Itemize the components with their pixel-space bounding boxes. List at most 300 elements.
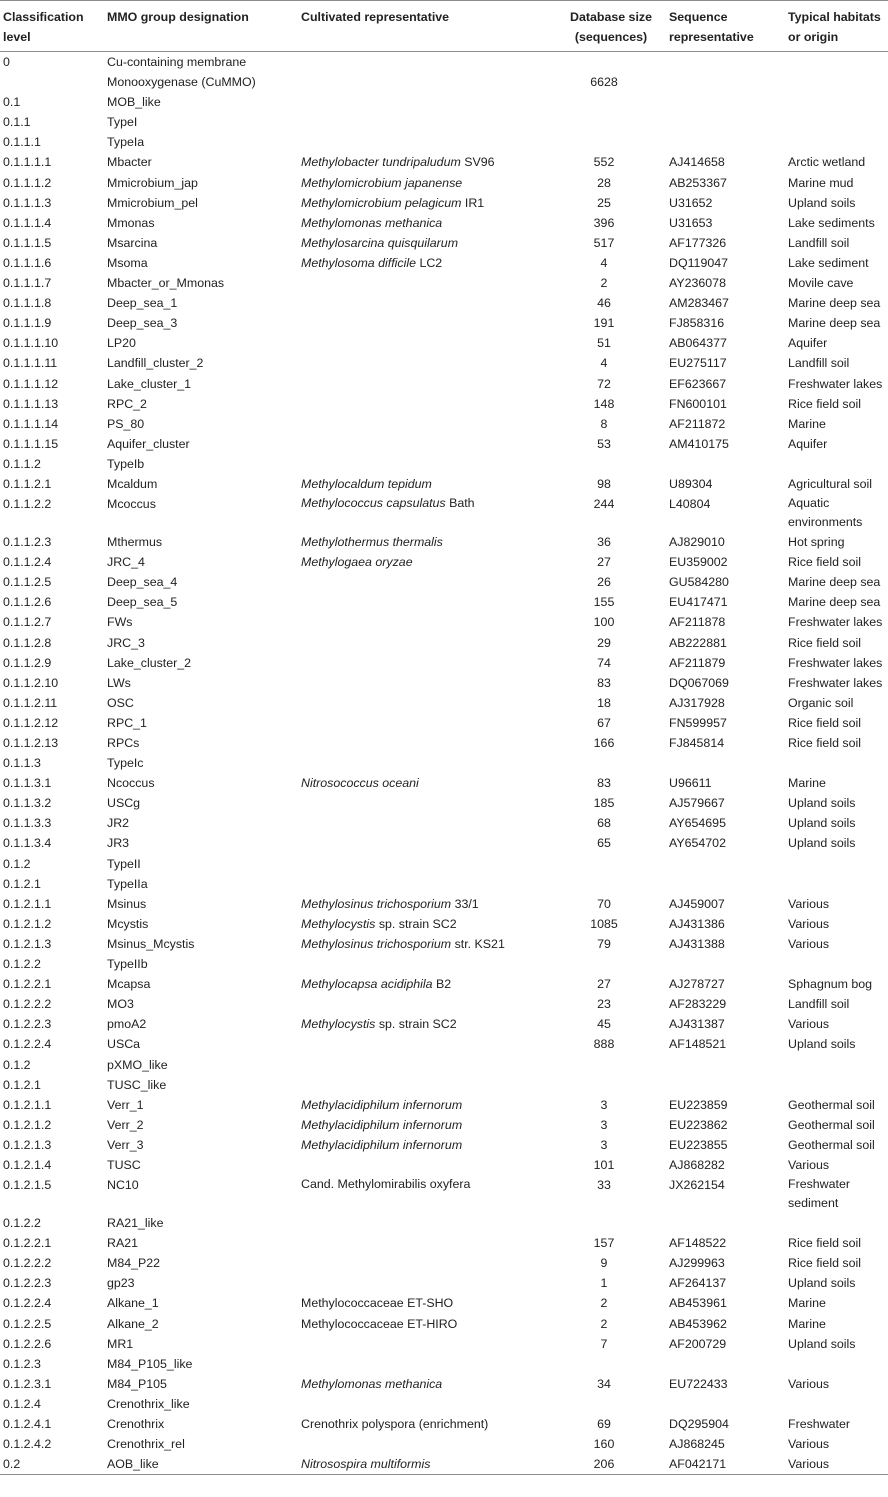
table-row bbox=[0, 914, 888, 934]
sequence-representative-cell bbox=[669, 132, 788, 152]
strain-name: str. KS21 bbox=[451, 936, 505, 951]
sequence-representative-cell: AY654702 bbox=[669, 836, 726, 851]
classification-level-cell: 0.1.1.1.11 bbox=[3, 356, 58, 371]
mmo-group-cell: RPC_2 bbox=[107, 396, 147, 411]
cultivated-representative-cell bbox=[301, 1273, 553, 1293]
classification-level-cell: 0.1.1.1.10 bbox=[3, 336, 59, 351]
sequence-representative-cell bbox=[669, 1354, 788, 1374]
classification-level-cell: 0.1.1.2.4 bbox=[3, 555, 52, 570]
mmo-group-cell: gp23 bbox=[107, 1276, 135, 1291]
habitat-cell: Organic soil bbox=[788, 695, 854, 710]
table-row bbox=[0, 1454, 888, 1475]
mmo-group-cell: TypeII bbox=[107, 856, 141, 871]
species-name: Methylosoma difficile bbox=[301, 255, 417, 270]
species-name: Methylocystis bbox=[301, 1017, 376, 1032]
classification-level-cell: 0.1.1.2.7 bbox=[3, 615, 52, 630]
mmo-group-cell: JRC_3 bbox=[107, 635, 145, 650]
table-row bbox=[0, 72, 888, 92]
habitat-cell bbox=[788, 1055, 888, 1075]
mmo-group-cell: MR1 bbox=[107, 1336, 134, 1351]
table-row bbox=[0, 612, 888, 632]
sequence-representative-cell: AJ829010 bbox=[669, 535, 725, 550]
sequence-representative-cell: EU275117 bbox=[669, 356, 727, 371]
database-size-cell: 70 bbox=[597, 896, 611, 911]
mmo-group-cell: Crenothrix_rel bbox=[107, 1437, 185, 1452]
cultivated-representative-cell bbox=[301, 293, 553, 313]
habitat-cell bbox=[788, 1394, 888, 1414]
table-row bbox=[0, 213, 888, 233]
habitat-cell: Geothermal soil bbox=[788, 1117, 875, 1132]
classification-level-cell: 0.1.1.2.13 bbox=[3, 736, 59, 750]
cultivated-representative-cell bbox=[301, 1014, 553, 1034]
cultivated-representative-cell bbox=[301, 793, 553, 813]
cultivated-representative-cell bbox=[301, 193, 553, 213]
cultivated-representative-cell bbox=[301, 52, 553, 73]
classification-level-cell: 0.1.2.1.1 bbox=[3, 1097, 52, 1112]
habitat-cell: Upland soils bbox=[788, 796, 856, 811]
cultivated-representative-cell bbox=[301, 1155, 553, 1175]
database-size-cell bbox=[553, 112, 669, 132]
database-size-cell: 157 bbox=[593, 1236, 615, 1251]
table-row bbox=[0, 1314, 888, 1334]
mmo-group-cell: PS_80 bbox=[107, 416, 145, 431]
table-row bbox=[0, 854, 888, 874]
habitat-cell: Upland soils bbox=[788, 1037, 856, 1052]
database-size-cell: 68 bbox=[597, 816, 611, 831]
classification-level-cell: 0.1.2.1 bbox=[3, 1077, 41, 1092]
classification-level-cell: 0.1.1.1.8 bbox=[3, 296, 52, 311]
sequence-representative-cell: AJ278727 bbox=[669, 977, 725, 992]
sequence-representative-cell: AJ431387 bbox=[669, 1017, 725, 1032]
cultivated-representative-cell bbox=[301, 1175, 553, 1213]
cultivated-representative-cell bbox=[301, 414, 553, 434]
classification-level-cell: 0.1.2.4 bbox=[3, 1396, 41, 1411]
sequence-representative-cell: AB453961 bbox=[669, 1296, 727, 1311]
cultivated-representative-cell bbox=[301, 1334, 553, 1354]
database-size-cell: 206 bbox=[593, 1457, 615, 1472]
table-row bbox=[0, 394, 888, 414]
database-size-cell: 244 bbox=[593, 497, 615, 512]
sequence-representative-cell: AJ431386 bbox=[669, 916, 725, 931]
table-row bbox=[0, 1273, 888, 1293]
cultivated-representative-cell bbox=[301, 474, 553, 494]
mmo-group-cell: TypeI bbox=[107, 115, 138, 130]
classification-level-cell: 0.1.2.2 bbox=[3, 1216, 41, 1231]
sequence-representative-cell: AY236078 bbox=[669, 276, 726, 291]
database-size-cell: 83 bbox=[597, 776, 611, 791]
database-size-cell: 46 bbox=[597, 296, 611, 311]
table-row bbox=[0, 1034, 888, 1054]
mmo-group-cell: TypeIc bbox=[107, 756, 144, 771]
classification-level-cell: 0.1.2.1.2 bbox=[3, 1117, 52, 1132]
cultivated-representative-cell bbox=[301, 1213, 553, 1233]
table-row bbox=[0, 592, 888, 612]
database-size-cell: 148 bbox=[593, 396, 615, 411]
classification-level-cell: 0.1.1.1.15 bbox=[3, 436, 59, 451]
habitat-cell: Hot spring bbox=[788, 535, 845, 550]
database-size-cell: 26 bbox=[597, 575, 611, 590]
species-name: Methylocapsa acidiphila bbox=[301, 977, 433, 992]
mmo-group-cell: LWs bbox=[107, 675, 131, 690]
mmo-group-cell: TUSC bbox=[107, 1157, 141, 1172]
cultivated-representative-cell bbox=[301, 773, 553, 793]
table-row bbox=[0, 633, 888, 653]
habitat-cell: Upland soils bbox=[788, 816, 856, 831]
species-name: Methylacidiphilum infernorum bbox=[301, 1117, 463, 1132]
sequence-representative-cell: EU223855 bbox=[669, 1137, 728, 1152]
table-row bbox=[0, 974, 888, 994]
habitat-cell bbox=[788, 92, 888, 112]
mmo-group-cell: Msinus_Mcystis bbox=[107, 936, 195, 951]
sequence-representative-cell: U96611 bbox=[669, 776, 712, 791]
habitat-cell bbox=[788, 854, 888, 874]
mmo-group-cell: AOB_like bbox=[107, 1457, 159, 1472]
habitat-cell: Upland soils bbox=[788, 195, 856, 210]
mmo-group-cell: JR3 bbox=[107, 836, 130, 851]
table-row bbox=[0, 1155, 888, 1175]
classification-level-cell: 0.1.1.1.4 bbox=[3, 215, 52, 230]
database-size-cell: 34 bbox=[597, 1376, 611, 1391]
cultivated-representative-cell bbox=[301, 1075, 553, 1095]
habitat-cell: Rice field soil bbox=[788, 396, 861, 411]
habitat-cell: Aquifer bbox=[788, 436, 828, 451]
table-row bbox=[0, 532, 888, 552]
classification-level-cell: 0.1.1.1.2 bbox=[3, 175, 52, 190]
sequence-representative-cell: U31653 bbox=[669, 215, 713, 230]
table-row bbox=[0, 273, 888, 293]
mmo-group-cell: FWs bbox=[107, 615, 133, 630]
database-size-cell: 155 bbox=[593, 595, 615, 610]
sequence-representative-cell: AF211872 bbox=[669, 416, 726, 431]
mmo-group-cell: RA21_like bbox=[107, 1216, 164, 1231]
cultivated-representative-cell bbox=[301, 233, 553, 253]
table-row bbox=[0, 713, 888, 733]
mmo-group-cell: JR2 bbox=[107, 816, 130, 831]
mmo-group-cell: LP20 bbox=[107, 336, 136, 351]
database-size-cell: 191 bbox=[593, 316, 615, 331]
strain-name: B2 bbox=[432, 977, 452, 992]
database-size-cell: 7 bbox=[600, 1336, 608, 1351]
sequence-representative-cell: DQ295904 bbox=[669, 1417, 729, 1431]
habitat-cell: Marine mud bbox=[788, 175, 854, 190]
sequence-representative-cell bbox=[669, 954, 788, 974]
mmo-group-cell: Deep_sea_4 bbox=[107, 575, 178, 590]
mmo-group-cell: Crenothrix bbox=[107, 1417, 165, 1431]
cultivated-representative-cell bbox=[301, 894, 553, 914]
table-row bbox=[0, 1233, 888, 1253]
sequence-representative-cell bbox=[669, 1213, 788, 1233]
header-mmo-group: MMO group designation bbox=[107, 10, 249, 24]
cultivated-representative-cell bbox=[301, 1314, 553, 1334]
mmo-group-cell: TypeIb bbox=[107, 456, 145, 471]
database-size-cell: 185 bbox=[593, 796, 615, 811]
table-row bbox=[0, 753, 888, 773]
database-size-cell: 160 bbox=[593, 1437, 615, 1452]
sequence-representative-cell: AF200729 bbox=[669, 1336, 727, 1351]
habitat-cell: Freshwater bbox=[788, 1417, 850, 1431]
classification-level-cell: 0.1.1.1.14 bbox=[3, 416, 59, 431]
table-row bbox=[0, 1434, 888, 1454]
classification-level-cell: 0.1.2.2.2 bbox=[3, 997, 52, 1012]
mmo-group-cell: Mcaldum bbox=[107, 476, 158, 491]
sequence-representative-cell: U31652 bbox=[669, 195, 713, 210]
sequence-representative-cell bbox=[669, 874, 788, 894]
species-name: Nitrosococcus oceani bbox=[301, 776, 419, 791]
database-size-cell: 45 bbox=[597, 1017, 611, 1032]
habitat-cell: Marine deep sea bbox=[788, 595, 881, 610]
cultivated-representative-cell bbox=[301, 974, 553, 994]
habitat-cell bbox=[788, 1075, 888, 1095]
species-name: Methylacidiphilum infernorum bbox=[301, 1137, 463, 1152]
sequence-representative-cell: GU584280 bbox=[669, 575, 729, 590]
sequence-representative-cell bbox=[669, 92, 788, 112]
header-mmo-group-line2 bbox=[107, 27, 301, 52]
sequence-representative-cell: EU417471 bbox=[669, 595, 728, 610]
sequence-representative-cell: AB453962 bbox=[669, 1316, 727, 1331]
species-name: Methylomonas methanica bbox=[301, 1376, 443, 1391]
sequence-representative-cell: EU722433 bbox=[669, 1376, 728, 1391]
habitat-cell: Marine deep sea bbox=[788, 316, 881, 331]
mmo-group-cell: Deep_sea_1 bbox=[107, 296, 178, 311]
cultivated-representative-cell bbox=[301, 954, 553, 974]
mmo-group-cell: TypeIIa bbox=[107, 876, 148, 891]
sequence-representative-cell bbox=[669, 854, 788, 874]
mmo-group-cell: MOB_like bbox=[107, 95, 161, 110]
habitat-cell bbox=[788, 72, 888, 92]
database-size-cell: 65 bbox=[597, 836, 611, 851]
mmo-group-cell: Mbacter_or_Mmonas bbox=[107, 276, 225, 291]
table-row bbox=[0, 474, 888, 494]
database-size-cell: 36 bbox=[597, 535, 611, 550]
strain-name: sp. strain SC2 bbox=[375, 916, 457, 931]
table-row bbox=[0, 1095, 888, 1115]
database-size-cell bbox=[553, 954, 669, 974]
classification-level-cell: 0.1.2.1 bbox=[3, 876, 41, 891]
table-header bbox=[0, 1, 888, 52]
classification-level-cell: 0.1.2.4.1 bbox=[3, 1417, 52, 1431]
table-row bbox=[0, 874, 888, 894]
classification-level-cell: 0.1.2.3.1 bbox=[3, 1376, 52, 1391]
sequence-representative-cell: EU223862 bbox=[669, 1117, 728, 1132]
mmo-group-cell: Landfill_cluster_2 bbox=[107, 356, 204, 371]
mmo-group-cell: Lake_cluster_1 bbox=[107, 376, 192, 391]
cultivated-representative-cell bbox=[301, 753, 553, 773]
cultivated-representative-cell bbox=[301, 1095, 553, 1115]
habitat-cell: Various bbox=[788, 1376, 830, 1391]
sequence-representative-cell: AM283467 bbox=[669, 296, 729, 311]
database-size-cell: 4 bbox=[600, 356, 608, 371]
classification-level-cell: 0.1.1.3.3 bbox=[3, 816, 52, 831]
mmo-group-cell: USCg bbox=[107, 796, 141, 811]
cultivated-representative-cell bbox=[301, 213, 553, 233]
classification-level-cell: 0.1.1.2.8 bbox=[3, 635, 52, 650]
mmo-group-cell: OSC bbox=[107, 695, 134, 710]
habitat-cell: Rice field soil bbox=[788, 555, 861, 570]
sequence-representative-cell: JX262154 bbox=[669, 1178, 725, 1193]
sequence-representative-cell: L40804 bbox=[669, 497, 711, 512]
species-name: Methylogaea oryzae bbox=[301, 555, 413, 570]
header-sequence-representative-line2: representative bbox=[669, 30, 754, 44]
cultivated-representative-cell bbox=[301, 173, 553, 193]
mmo-group-cell: Crenothrix_like bbox=[107, 1396, 190, 1411]
habitat-cell bbox=[788, 1213, 888, 1233]
cultivated-representative-cell bbox=[301, 713, 553, 733]
classification-level-cell: 0.1.1.1.12 bbox=[3, 376, 59, 391]
mmo-group-cell: Deep_sea_5 bbox=[107, 595, 178, 610]
classification-level-cell: 0.1.1.1.9 bbox=[3, 316, 52, 331]
table-row bbox=[0, 552, 888, 572]
habitat-cell bbox=[788, 753, 888, 773]
database-size-cell: 166 bbox=[593, 736, 615, 750]
mmo-group-cell: NC10 bbox=[107, 1178, 139, 1193]
sequence-representative-cell: AY654695 bbox=[669, 816, 726, 831]
sequence-representative-cell: EF623667 bbox=[669, 376, 727, 391]
habitat-cell: Various bbox=[788, 916, 830, 931]
table-row bbox=[0, 152, 888, 172]
cultivated-representative-cell bbox=[301, 994, 553, 1014]
habitat-cell: Upland soils bbox=[788, 1336, 856, 1351]
table-row bbox=[0, 1213, 888, 1233]
mmo-group-cell: Mcystis bbox=[107, 916, 149, 931]
habitat-cell: Movile cave bbox=[788, 276, 854, 291]
database-size-cell bbox=[553, 1354, 669, 1374]
mmo-group-cell: Alkane_1 bbox=[107, 1296, 159, 1311]
table-row bbox=[0, 934, 888, 954]
habitat-cell: Arctic wetland bbox=[788, 155, 866, 170]
classification-level-cell: 0.1.2.2.3 bbox=[3, 1017, 52, 1032]
table-row bbox=[0, 132, 888, 152]
database-size-cell: 27 bbox=[597, 555, 611, 570]
cultivated-representative-cell bbox=[301, 1253, 553, 1273]
table-row bbox=[0, 1014, 888, 1034]
table-row bbox=[0, 954, 888, 974]
table-row bbox=[0, 1334, 888, 1354]
strain-name: IR1 bbox=[461, 195, 485, 210]
cultivated-representative-cell bbox=[301, 914, 553, 934]
mmo-group-cell: Mcapsa bbox=[107, 977, 151, 992]
habitat-cell: Geothermal soil bbox=[788, 1137, 875, 1152]
habitat-cell bbox=[788, 112, 888, 132]
strain-name: 33/1 bbox=[451, 896, 479, 911]
database-size-cell bbox=[553, 1213, 669, 1233]
classification-level-cell: 0.1.2.2.2 bbox=[3, 1256, 52, 1271]
database-size-cell: 517 bbox=[593, 235, 615, 250]
habitat-cell bbox=[788, 52, 888, 73]
habitat-cell: Various bbox=[788, 936, 830, 951]
classification-level-cell: 0.1.1.2.9 bbox=[3, 655, 52, 670]
cultivated-representative-cell bbox=[301, 273, 553, 293]
cultivated-representative-cell bbox=[301, 1293, 553, 1313]
species-name: Methylosinus trichosporium bbox=[301, 896, 452, 911]
database-size-cell: 3 bbox=[600, 1117, 608, 1132]
strain-name: Methylococcaceae ET-SHO bbox=[301, 1296, 454, 1311]
database-size-cell: 2 bbox=[600, 276, 608, 291]
header-classification-level: Classification bbox=[3, 10, 84, 24]
cultivated-representative-cell bbox=[301, 833, 553, 853]
sequence-representative-cell bbox=[669, 72, 788, 92]
table-row bbox=[0, 233, 888, 253]
table-row bbox=[0, 1115, 888, 1135]
database-size-cell: 18 bbox=[597, 695, 611, 710]
habitat-cell: Marine bbox=[788, 416, 826, 431]
mmo-group-cell: Mmicrobium_pel bbox=[107, 195, 198, 210]
sequence-representative-cell: AJ317928 bbox=[669, 695, 725, 710]
classification-level-cell bbox=[0, 72, 107, 92]
database-size-cell: 98 bbox=[597, 476, 611, 491]
mmo-group-cell: RPC_1 bbox=[107, 715, 147, 730]
cultivated-representative-cell bbox=[301, 353, 553, 373]
table-row bbox=[0, 1055, 888, 1075]
database-size-cell: 74 bbox=[597, 655, 611, 670]
mmo-group-cell: M84_P105_like bbox=[107, 1356, 193, 1371]
sequence-representative-cell bbox=[669, 454, 788, 474]
mmo-group-cell: M84_P22 bbox=[107, 1256, 161, 1271]
database-size-cell bbox=[553, 132, 669, 152]
database-size-cell: 79 bbox=[597, 936, 611, 951]
species-name: Methylomonas methanica bbox=[301, 215, 443, 230]
habitat-cell bbox=[788, 454, 888, 474]
database-size-cell bbox=[553, 1394, 669, 1414]
classification-level-cell: 0.1.2.1.1 bbox=[3, 896, 52, 911]
habitat-cell: Freshwater lakes bbox=[788, 376, 883, 391]
mmo-group-cell: Verr_2 bbox=[107, 1117, 144, 1132]
sequence-representative-cell: AF042171 bbox=[669, 1457, 727, 1472]
table-row bbox=[0, 353, 888, 373]
classification-level-cell: 0.1.2.1.2 bbox=[3, 916, 52, 931]
database-size-cell: 23 bbox=[597, 997, 611, 1012]
cultivated-representative-cell bbox=[301, 813, 553, 833]
classification-level-cell: 0.1.1.1.5 bbox=[3, 235, 52, 250]
classification-level-cell: 0.1.2.2.4 bbox=[3, 1037, 52, 1052]
habitat-cell: Various bbox=[788, 1437, 830, 1452]
mmo-group-cell: Mmonas bbox=[107, 215, 155, 230]
sequence-representative-cell: AF177326 bbox=[669, 235, 727, 250]
classification-level-cell: 0.1.1.2.11 bbox=[3, 695, 58, 710]
sequence-representative-cell: EU223859 bbox=[669, 1097, 728, 1112]
strain-name: sp. strain SC2 bbox=[375, 1017, 457, 1032]
mmo-group-cell: Mbacter bbox=[107, 155, 152, 170]
database-size-cell bbox=[553, 874, 669, 894]
habitat-cell: Aquifer bbox=[788, 336, 828, 351]
database-size-cell: 3 bbox=[600, 1097, 608, 1112]
sequence-representative-cell bbox=[669, 753, 788, 773]
header-database-size: Database size bbox=[570, 10, 652, 24]
habitat-cell: Freshwater sediment bbox=[788, 1177, 850, 1211]
mmo-group-cell: TypeIa bbox=[107, 135, 145, 150]
table-row bbox=[0, 333, 888, 353]
cultivated-representative-cell bbox=[301, 1233, 553, 1253]
table-row bbox=[0, 1394, 888, 1414]
cultivated-representative-cell bbox=[301, 592, 553, 612]
habitat-cell: Upland soils bbox=[788, 836, 856, 851]
database-size-cell bbox=[553, 1075, 669, 1095]
header-cultivated-representative: Cultivated representative bbox=[301, 10, 450, 24]
classification-level-cell: 0.1.1.2.3 bbox=[3, 535, 52, 550]
sequence-representative-cell: FJ845814 bbox=[669, 736, 725, 750]
habitat-cell: Freshwater lakes bbox=[788, 615, 883, 630]
habitat-cell bbox=[788, 1354, 888, 1374]
database-size-cell: 552 bbox=[593, 155, 615, 170]
table-row bbox=[0, 653, 888, 673]
table-row bbox=[0, 173, 888, 193]
table-row bbox=[0, 92, 888, 112]
table-row bbox=[0, 733, 888, 753]
cultivated-representative-cell bbox=[301, 653, 553, 673]
table-row bbox=[0, 494, 888, 532]
cultivated-representative-cell bbox=[301, 374, 553, 394]
database-size-cell: 2 bbox=[600, 1316, 608, 1331]
strain-name: Crenothrix polyspora (enrichment) bbox=[301, 1417, 489, 1431]
